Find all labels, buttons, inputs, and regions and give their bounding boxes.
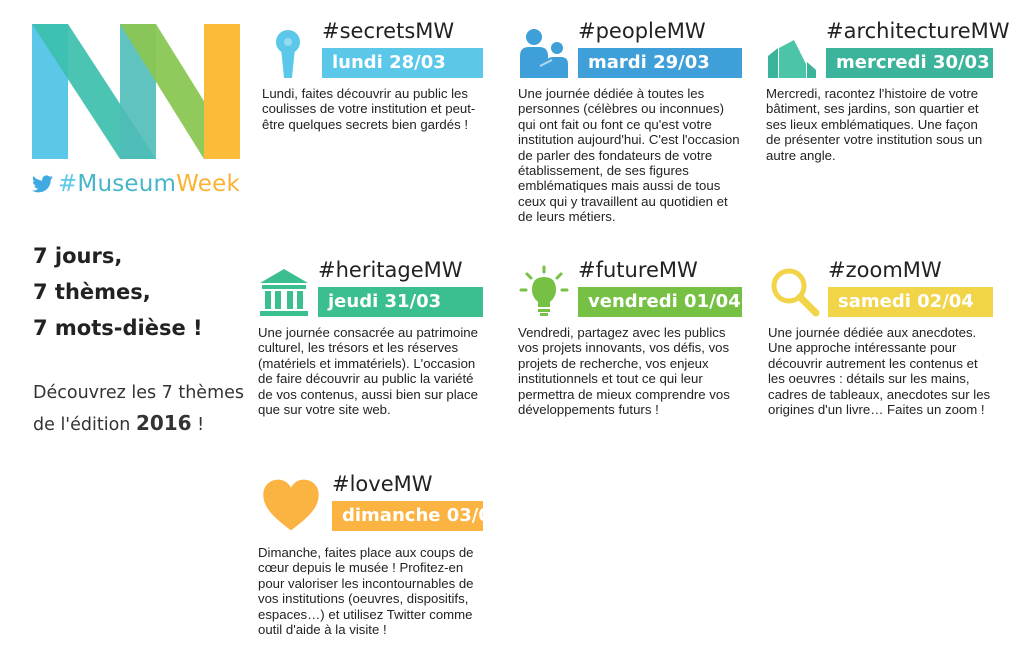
card-description: Mercredi, racontez l'histoire de votre bâtiment, ses jardins, son quartier et ses lieux emblématiques. Une façon de présenter votre institution sous un autre angle. <box>766 86 983 163</box>
logo-week-text: Week <box>176 171 240 197</box>
card-description: Une journée consacrée au patrimoine culturel, les trésors et les réserves (matériels et immatériels). L'occasion de faire découvrir au public la variété de vos contenus, aussi bien sur place que sur votre site web. <box>258 325 478 418</box>
intro-line-1: 7 jours, <box>33 244 123 268</box>
building-icon <box>766 26 818 78</box>
card-date-banner: mardi 29/03 <box>578 48 742 78</box>
museumweek-hashtag <box>32 171 240 197</box>
hashtag-prefix: # <box>57 171 78 197</box>
intro-line-3: 7 mots-dièse ! <box>33 316 203 340</box>
card-date-banner: dimanche 03/04 <box>332 501 483 531</box>
heart-icon <box>258 475 324 535</box>
card-description: Dimanche, faites place aux coups de cœur depuis le musée ! Profitez-en pour valoriser les incontournables de vos institutions (oeuvres, dispositifs, espaces…) et utilisez Twitter comme outil d'aide à la visite ! <box>258 545 474 638</box>
card-description: Lundi, faites découvrir au public les coulisses de votre institution et peut-être quelques secrets bien gardés ! <box>262 86 476 132</box>
discover-line-2-post: ! <box>191 415 205 435</box>
intro-heading <box>33 238 203 346</box>
keyhole-icon <box>262 26 314 78</box>
card-date-banner: lundi 28/03 <box>322 48 483 78</box>
card-description: Une journée dédiée à toutes les personnes (célèbres ou inconnues) qui ont fait ou font ce qu'est votre institution aujourd'hui. C'est l'occasion de parler des fondateurs de votre établissement, de ses figures emblématiques mais aussi de tous ceux qui y travaillent au quotidien et de leurs métiers. <box>518 86 740 225</box>
discover-line-2 <box>33 408 244 440</box>
theme-card-future <box>518 258 742 418</box>
discover-line-1: Découvrez les 7 thèmes <box>33 383 244 403</box>
card-hashtag: #secretsMW <box>322 19 455 43</box>
magnifier-icon <box>768 265 820 317</box>
theme-card-architecture <box>766 19 1010 163</box>
lightbulb-icon <box>518 265 570 317</box>
theme-card-love <box>258 472 504 638</box>
card-hashtag: #futureMW <box>578 258 698 282</box>
discover-line-2-pre: de l'édition <box>33 415 136 435</box>
card-date-banner: samedi 02/04 <box>828 287 993 317</box>
intro-line-2: 7 thèmes, <box>33 280 151 304</box>
card-date-banner: jeudi 31/03 <box>318 287 483 317</box>
card-hashtag: #loveMW <box>332 472 433 496</box>
museumweek-logo <box>32 24 240 197</box>
temple-icon <box>258 265 310 317</box>
theme-card-heritage <box>258 258 483 418</box>
card-hashtag: #heritageMW <box>318 258 463 282</box>
card-hashtag: #peopleMW <box>578 19 706 43</box>
card-hashtag: #architectureMW <box>826 19 1010 43</box>
card-date-banner: vendredi 01/04 <box>578 287 742 317</box>
theme-card-secrets <box>262 19 483 132</box>
discover-text <box>33 378 244 440</box>
people-icon <box>518 26 570 78</box>
logo-museum-text: Museum <box>77 171 177 197</box>
card-hashtag: #zoomMW <box>828 258 942 282</box>
edition-year: 2016 <box>135 411 192 435</box>
theme-card-people <box>518 19 742 225</box>
twitter-bird-icon <box>32 174 53 194</box>
theme-card-zoom <box>768 258 993 418</box>
card-date-banner: mercredi 30/03 <box>826 48 993 78</box>
mw-logo-mark <box>32 24 240 159</box>
card-description: Vendredi, partagez avec les publics vos projets innovants, vos défis, vos projets de recherche, vos enjeux institutionnels et tout ce qui leur permettra de mieux comprendre vos développements futurs ! <box>518 325 730 418</box>
card-description: Une journée dédiée aux anecdotes. Une approche intéressante pour découvrir autrement les contenus et les oeuvres : détails sur les mains, cadres de tableaux, anecdotes sur les origines d'un livre… Faites un zoom ! <box>768 325 991 418</box>
